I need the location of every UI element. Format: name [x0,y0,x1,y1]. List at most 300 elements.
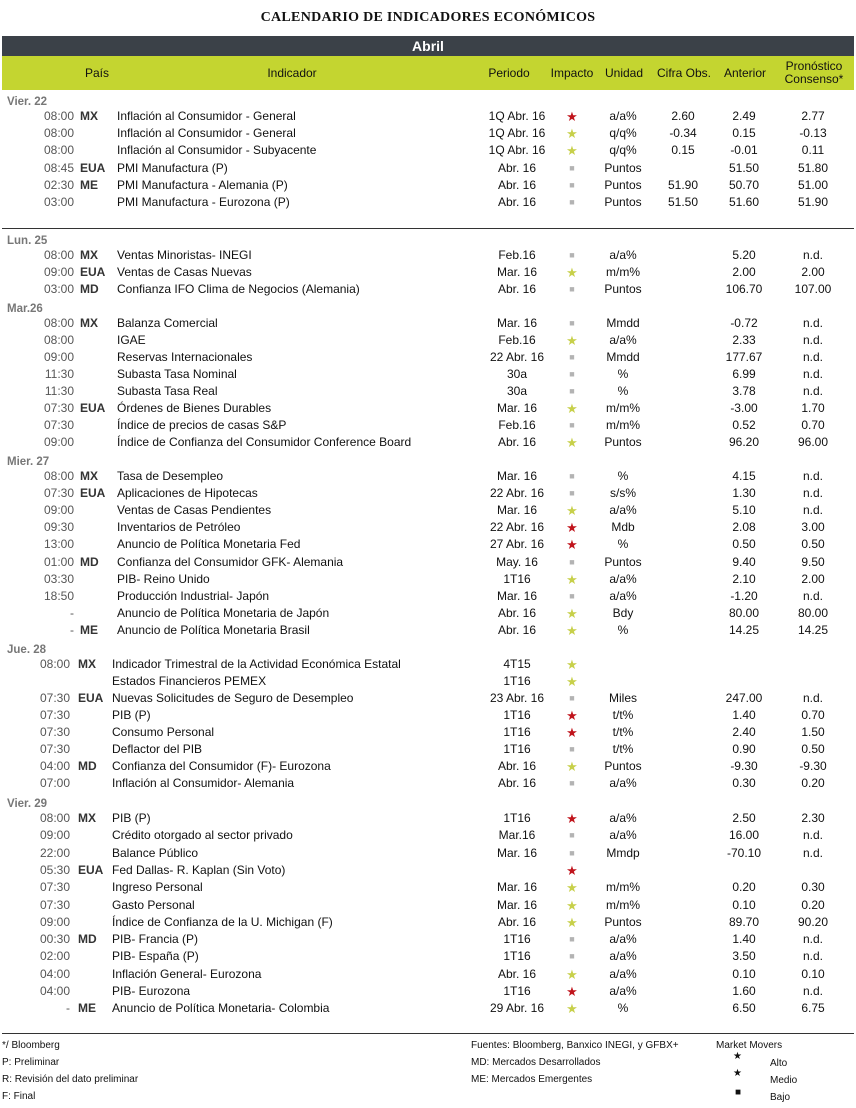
country-cell: EUA [78,862,104,877]
forecast-cell: 80.00 [797,605,829,620]
indicator-cell: Confianza IFO Clima de Negocios (Alemania) [117,282,360,296]
table-row [0,554,856,571]
impact-alto-star-icon: ★ [566,537,578,553]
time-cell: 08:00 [43,126,74,141]
legend-medio-label: Medio [770,1075,798,1086]
time-cell: 08:00 [43,469,74,483]
impact-bajo-square-icon: ■ [569,250,575,260]
table-row [0,914,856,931]
country-cell [80,519,112,536]
time-cell: 03:00 [43,282,74,296]
previous-cell: 1.30 [732,486,756,501]
indicator-cell: Gasto Personal [112,897,195,912]
legend-bajo-label: Bajo [770,1092,791,1103]
unit-cell: Puntos [604,435,642,449]
country-cell [80,383,112,400]
period-cell: 29 Abr. 16 [489,1001,545,1016]
forecast-cell: 107.00 [794,282,832,296]
indicator-cell: Consumo Personal [112,725,215,739]
period-cell: Mar. 16 [496,265,538,279]
observed-cell [654,417,712,434]
time-cell: 08:00 [43,143,74,158]
note-final: F: Final [2,1091,36,1102]
time-cell: 04:00 [39,984,70,998]
time-cell: 07:00 [39,776,70,790]
observed-cell [654,264,712,281]
day-header: Jue. 28 [7,644,46,656]
table-row [0,673,856,690]
observed-cell [654,827,712,844]
previous-cell: 6.99 [732,367,756,381]
time-cell: 07:30 [39,691,70,705]
time-cell: 07:30 [43,418,74,432]
observed-cell [654,400,712,417]
unit-cell: Puntos [604,282,642,296]
period-cell: 22 Abr. 16 [489,520,545,535]
observed-cell [654,656,712,673]
indicator-cell: Ventas de Casas Pendientes [117,503,272,518]
forecast-cell [780,673,846,690]
time-cell: 07:30 [43,401,74,415]
indicator-cell: PIB- Eurozona [112,984,191,998]
previous-cell: 51.60 [728,195,760,209]
observed-cell [654,366,712,383]
previous-cell: 2.00 [732,265,756,279]
time-cell: 01:00 [43,554,74,569]
previous-cell: 80.00 [728,605,760,620]
table-row [0,966,856,983]
unit-cell: a/a% [609,984,637,998]
table-row [0,281,856,298]
table-row [0,690,856,707]
forecast-cell: n.d. [802,984,823,998]
period-cell: Abr. 16 [497,776,537,790]
section-divider [2,228,854,229]
period-cell: 1T16 [503,811,531,825]
observed-cell [654,845,712,862]
time-cell: 09:00 [43,265,74,279]
previous-cell: 0.10 [732,966,756,981]
impact-medio-star-icon: ★ [566,657,578,672]
table-row [0,519,856,536]
unit-cell [595,862,651,879]
table-row [0,468,856,485]
time-cell: 07:30 [39,897,70,912]
observed-cell [654,948,712,965]
period-cell: 27 Abr. 16 [489,537,545,552]
period-cell: Mar. 16 [496,880,538,895]
table-row [0,775,856,792]
country-cell: MX [78,811,96,825]
country-cell: EUA [80,486,106,501]
observed-cell [654,588,712,605]
country-cell: MD [80,282,99,296]
observed-cell [654,383,712,400]
legend-medio-star-icon: ★ [733,1068,742,1079]
day-header: Vier. 22 [7,96,48,108]
forecast-cell: 1.50 [801,725,825,739]
forecast-cell: n.d. [802,828,823,843]
country-cell [80,194,112,211]
forecast-cell: 2.30 [801,811,825,825]
table-row [0,983,856,1000]
forecast-cell [780,656,846,673]
unit-cell: Puntos [604,160,642,175]
impact-medio-star-icon: ★ [566,605,578,621]
unit-cell: % [617,367,629,381]
day-header: Lun. 25 [7,235,48,247]
forecast-cell: 0.20 [801,897,825,912]
forecast-cell: 51.00 [797,177,829,192]
observed-cell [654,914,712,931]
observed-cell: 2.60 [671,109,695,123]
forecast-cell: 51.80 [797,160,829,175]
time-cell: 11:30 [44,384,74,398]
period-cell: 22 Abr. 16 [489,486,545,501]
country-cell [78,983,110,1000]
impact-medio-star-icon: ★ [566,143,578,159]
observed-cell [654,862,712,879]
table-row [0,571,856,588]
observed-cell [654,554,712,571]
table-row [0,434,856,451]
forecast-cell: n.d. [802,949,823,964]
forecast-cell: n.d. [802,350,823,364]
period-cell: Mar.16 [498,828,536,843]
period-cell: Feb.16 [498,333,536,347]
legend-title: Market Movers [716,1040,783,1051]
forecast-cell: 0.50 [801,537,825,552]
time-cell: 03:00 [43,195,74,209]
period-cell: 1T16 [503,949,531,964]
period-cell: Abr. 16 [497,195,537,209]
time-cell [0,673,70,690]
forecast-cell: 2.00 [801,265,825,279]
country-cell: ME [80,177,98,192]
unit-cell: a/a% [609,571,637,586]
unit-cell: t/t% [612,725,634,739]
time-cell: - [66,1001,70,1016]
indicator-cell: Inventarios de Petróleo [117,520,241,535]
unit-cell: a/a% [609,109,637,123]
impact-bajo-square-icon: ■ [569,744,575,754]
table-row [0,264,856,281]
unit-cell: % [617,384,629,398]
time-cell: 05:30 [39,862,70,877]
table-row [0,383,856,400]
indicator-cell: Aplicaciones de Hipotecas [117,486,258,501]
table-row [0,160,856,177]
country-cell [80,434,112,451]
impact-medio-star-icon: ★ [566,401,578,416]
observed-cell [654,879,712,896]
forecast-cell: n.d. [802,588,823,603]
country-cell: MX [80,109,98,123]
unit-cell: s/s% [609,486,636,501]
header-anterior: Anterior [723,65,767,80]
country-cell: ME [78,1001,96,1016]
indicator-cell: Balanza Comercial [117,316,218,330]
time-cell: 09:00 [39,828,70,843]
country-cell: MX [80,248,98,262]
unit-cell: % [617,469,629,483]
me-note: ME: Mercados Emergentes [471,1074,593,1085]
indicator-cell: Anuncio de Política Monetaria de Japón [117,605,330,620]
observed-cell: 51.90 [667,177,699,192]
country-cell [78,879,110,896]
observed-cell [654,622,712,639]
unit-cell: a/a% [609,503,637,518]
time-cell: 09:00 [39,914,70,929]
period-cell: Mar. 16 [496,401,538,415]
period-cell: Mar. 16 [496,588,538,603]
observed-cell [654,707,712,724]
country-cell [80,349,112,366]
previous-cell: 2.33 [732,333,756,347]
impact-bajo-square-icon: ■ [569,693,575,703]
previous-cell: 5.10 [732,503,756,518]
forecast-cell: 0.30 [801,880,825,895]
country-cell [78,707,110,724]
previous-cell: 0.20 [732,880,756,895]
impact-medio-star-icon: ★ [566,126,578,142]
previous-cell [713,862,775,879]
time-cell: 22:00 [39,845,70,860]
period-cell: 1T16 [503,742,531,756]
table-row [0,879,856,896]
country-cell: EUA [80,160,106,175]
impact-alto-star-icon: ★ [566,984,578,999]
unit-cell: Mmdd [606,350,640,364]
previous-cell: 5.20 [732,248,756,262]
table-row [0,588,856,605]
indicator-cell: Ingreso Personal [112,880,203,895]
observed-cell [654,810,712,827]
observed-cell: 0.15 [671,143,695,158]
country-cell [80,142,112,159]
period-cell: Abr. 16 [497,622,537,637]
country-cell [80,502,112,519]
observed-cell: 51.50 [667,195,699,209]
indicator-cell: Inflación al Consumidor- Alemania [112,776,295,790]
forecast-cell: 3.00 [801,520,825,535]
impact-bajo-square-icon: ■ [569,369,575,379]
observed-cell [654,571,712,588]
country-cell: MX [80,316,98,330]
impact-alto-star-icon: ★ [566,811,578,826]
impact-alto-star-icon: ★ [566,109,578,124]
indicator-cell: Índice de Confianza de la U. Michigan (F) [112,914,333,929]
impact-medio-star-icon: ★ [566,914,578,930]
impact-alto-star-icon: ★ [566,725,578,740]
indicator-cell: Balance Público [112,845,199,860]
unit-cell [595,673,651,690]
forecast-cell: n.d. [802,367,823,381]
period-cell: 23 Abr. 16 [489,691,545,705]
country-cell [78,827,110,844]
unit-cell: Puntos [604,177,642,192]
impact-alto-star-icon: ★ [566,862,578,878]
table-row [0,247,856,264]
previous-cell: 3.78 [732,384,756,398]
indicator-cell: Anuncio de Política Monetaria Brasil [117,622,310,637]
previous-cell: 2.10 [732,571,756,586]
time-cell: 02:30 [43,177,74,192]
impact-medio-star-icon: ★ [566,759,578,774]
indicator-cell: Índice de Confianza del Consumidor Conference Board [117,435,412,449]
unit-cell: a/a% [609,811,637,825]
observed-cell [654,349,712,366]
period-cell: 4T15 [503,657,531,671]
forecast-cell: -0.13 [799,126,827,141]
indicator-cell: Nuevas Solicitudes de Seguro de Desempleo [112,691,354,705]
forecast-cell: 51.90 [797,195,829,209]
previous-cell: 2.49 [732,109,756,123]
observed-cell [654,281,712,298]
time-cell: 11:30 [44,367,74,381]
period-cell: Mar. 16 [496,897,538,912]
unit-cell: a/a% [609,828,637,843]
indicator-cell: Anuncio de Política Monetaria Fed [117,537,301,552]
impact-alto-star-icon: ★ [566,708,578,723]
indicator-cell: PIB- Reino Unido [117,571,210,586]
unit-cell: q/q% [609,143,637,158]
previous-cell: 14.25 [728,622,760,637]
time-cell: 09:00 [43,350,74,364]
period-cell: Mar. 16 [496,503,538,518]
unit-cell: m/m% [606,897,640,912]
table-row [0,536,856,553]
period-cell: Abr. 16 [497,914,537,929]
impact-medio-star-icon: ★ [566,966,578,982]
table-row [0,332,856,349]
time-cell: 07:30 [39,880,70,895]
indicator-cell: Anuncio de Política Monetaria- Colombia [112,1001,330,1016]
indicator-cell: Confianza del Consumidor (F)- Eurozona [112,759,331,773]
impact-bajo-square-icon: ■ [569,197,575,207]
table-row [0,605,856,622]
indicator-cell: Ventas de Casas Nuevas [117,265,252,279]
impact-bajo-square-icon: ■ [569,778,575,788]
observed-cell [654,690,712,707]
day-header: Mier. 27 [7,456,50,468]
indicator-cell: Crédito otorgado al sector privado [112,828,293,843]
previous-cell: 0.50 [732,537,756,552]
table-row [0,125,856,142]
indicator-cell: PIB- Francia (P) [112,932,199,947]
observed-cell [654,315,712,332]
observed-cell [654,247,712,264]
impact-bajo-square-icon: ■ [569,488,575,499]
previous-cell: 3.50 [732,949,756,964]
previous-cell: -1.20 [730,588,758,603]
impact-bajo-square-icon: ■ [569,951,575,962]
impact-medio-star-icon: ★ [566,674,578,689]
table-row [0,502,856,519]
table-row [0,758,856,775]
indicator-cell: Indicador Trimestral de la Actividad Económica Estatal [112,657,401,671]
unit-cell: Mdb [611,520,635,535]
period-cell: Feb.16 [498,418,536,432]
unit-cell: a/a% [609,333,637,347]
country-cell [78,948,110,965]
period-cell: 22 Abr. 16 [489,350,545,364]
time-cell: 08:00 [43,333,74,347]
time-cell: 08:00 [43,248,74,262]
unit-cell: a/a% [609,248,637,262]
table-row [0,741,856,758]
unit-cell: Puntos [604,759,642,773]
impact-medio-star-icon: ★ [566,622,578,638]
country-cell [78,741,110,758]
table-row [0,194,856,211]
impact-bajo-square-icon: ■ [569,847,575,858]
unit-cell [595,656,651,673]
previous-cell: 2.50 [732,811,756,825]
month-banner: Abril [2,36,854,56]
previous-cell: 2.08 [732,520,756,535]
period-cell: 1T16 [503,984,531,998]
forecast-cell: 0.10 [801,966,825,981]
country-cell [80,125,112,142]
country-cell [78,724,110,741]
forecast-cell: 2.77 [801,109,825,123]
previous-cell: 4.15 [732,469,756,483]
period-cell: Abr. 16 [497,759,537,773]
previous-cell: 177.67 [725,350,763,364]
forecast-cell: 1.70 [801,401,825,415]
previous-cell: 89.70 [728,914,760,929]
forecast-cell: n.d. [802,248,823,262]
period-cell: Abr. 16 [497,282,537,296]
legend-alto-label: Alto [770,1058,788,1069]
unit-cell: Mmdd [606,316,640,330]
forecast-cell: n.d. [802,691,823,705]
indicator-cell: PMI Manufactura - Alemania (P) [117,177,288,192]
impact-bajo-square-icon: ■ [569,318,575,328]
observed-cell [654,673,712,690]
previous-cell: 50.70 [728,177,760,192]
period-cell: 1Q Abr. 16 [488,143,546,158]
observed-cell [654,434,712,451]
header-pais: País [84,65,109,80]
table-row [0,862,856,879]
country-cell: ME [80,622,98,637]
period-cell: May. 16 [496,554,538,569]
header-cifra: Cifra Obs. [656,65,711,80]
country-cell: MX [80,469,98,483]
unit-cell: m/m% [606,880,640,895]
table-row [0,845,856,862]
period-cell: Abr. 16 [497,966,537,981]
indicator-cell: Órdenes de Bienes Durables [117,401,272,415]
unit-cell: m/m% [606,265,640,279]
observed-cell [654,536,712,553]
period-cell: Abr. 16 [497,160,537,175]
unit-cell: Puntos [604,195,642,209]
forecast-cell: 90.20 [797,914,829,929]
table-row [0,315,856,332]
observed-cell: -0.34 [669,126,697,141]
previous-cell: 1.60 [732,984,756,998]
observed-cell [654,605,712,622]
header-impacto: Impacto [550,65,594,80]
observed-cell [654,502,712,519]
indicator-cell: PMI Manufactura - Eurozona (P) [117,195,290,209]
observed-cell [654,160,712,177]
time-cell: 07:30 [39,725,70,739]
footer-divider [2,1033,854,1034]
